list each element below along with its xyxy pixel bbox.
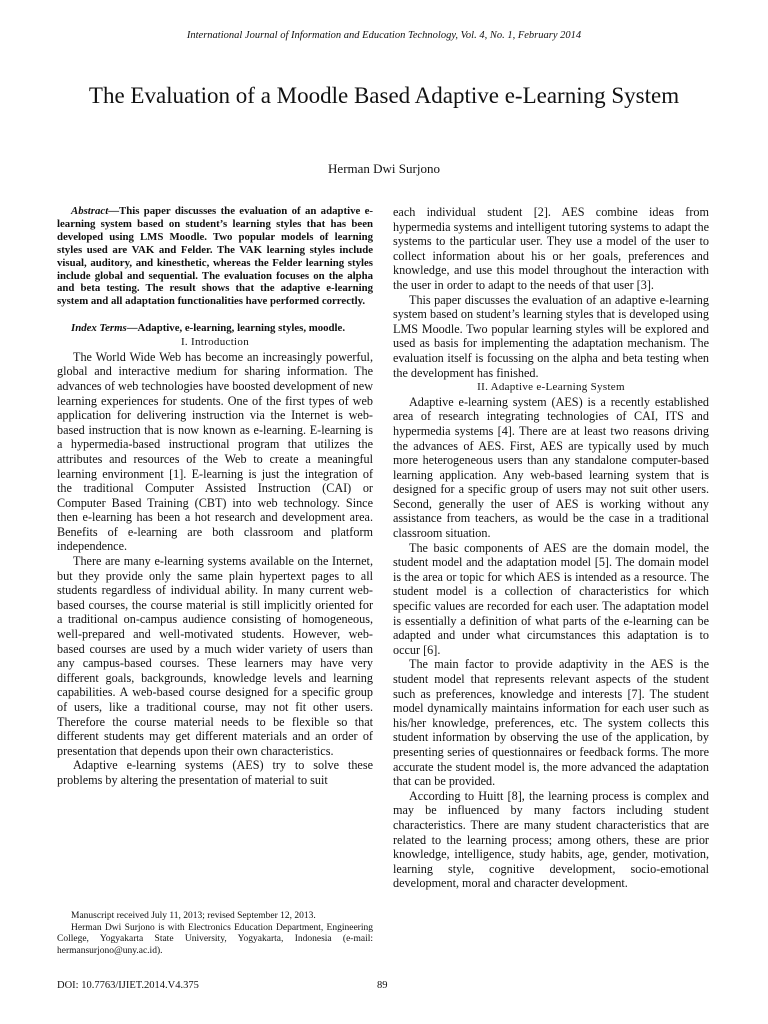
left-column: [57, 205, 373, 788]
section-heading-introduction: I. Introduction: [180, 336, 250, 349]
journal-header: International Journal of Information and Education Technology, Vol. 4, No. 1, February 2014: [186, 30, 582, 41]
author-name: Herman Dwi Surjono: [328, 161, 440, 176]
page-number: 89: [377, 980, 388, 991]
footnote-affiliation: Herman Dwi Surjono is with Electronics Education Department, Engineering College, Yogyakarta State University, Yogyakarta, Indonesia (e-mail: hermansurjono@uny.ac.id).: [57, 922, 373, 956]
body-paragraph: Adaptive e-learning systems (AES) try to solve these problems by altering the presentation of material to suit: [57, 758, 373, 787]
abstract: [57, 205, 373, 335]
body-paragraph: each individual student [2]. AES combine ideas from hypermedia systems and intelligent tutoring systems to adapt the systems to the particular user. They use a model of the user to collect information about his or her goals, preferences and knowledge, and use this model throughout the interaction with the user in order to adapt to the needs of that user [3].: [393, 205, 709, 292]
body-paragraph: Adaptive e-learning system (AES) is a recently established area of research integrating technologies of CAI, ITS and hypermedia systems [4]. There are at least two reasons driving the advances of AES. First, AES are typically used by much more heterogeneous users than any standalone computer-based learning application. Any web-based learning system that is designed for a specific group of users may not suit other users. Second, generally the user of AES is working without any assistance from teachers, as would be the case in a traditional classroom situation.: [393, 394, 709, 541]
body-paragraph: The main factor to provide adaptivity in the AES is the student model that represents relevant aspects of the student such as preferences, knowledge and interests [7]. The student model dynamically maintains information for each user such as his/her knowledge, preferences, etc. The system collects this student information by observing the use of the application, by presenting series of questionnaires or feedback forms. The more accurate the student model is, the more advanced the adaptation that can be provided.: [393, 657, 709, 789]
right-column: [393, 205, 709, 891]
body-paragraph: This paper discusses the evaluation of an adaptive e-learning system based on student’s learning styles that is developed using LMS Moodle. Two popular learning styles will be explored and used as basis for implementing the adaptation mechanism. The evaluation itself is focussing on the alpha and beta testing when the development has finished.: [393, 292, 709, 380]
body-paragraph: According to Huitt [8], the learning process is complex and may be influenced by many factors including student characteristics. There are many student characteristics that are related to the learning process; among others, these are prior knowledge, intelligence, study habits, age, gender, motivation, learning style, cognitive development, socio-emotional development, moral and character development.: [393, 788, 709, 891]
body-paragraph: The basic components of AES are the domain model, the student model and the adaptation model [5]. The domain model is the area or topic for which AES is intended as a resource. The student model is a collection of characteristics for which specific values are recorded for each user. The adaptation model is essentially a definition of what parts of the e-learning can be adapted and under what circumstances this adaptation is to occur [6].: [393, 540, 709, 657]
footnote: [57, 911, 373, 957]
paper-title: The Evaluation of a Moodle Based Adaptive e-Learning System: [88, 83, 680, 108]
footnote-received: Manuscript received July 11, 2013; revised September 12, 2013.: [71, 911, 316, 921]
body-paragraph: The World Wide Web has become an increasingly powerful, global and interactive medium for sharing information. The advances of web technologies have boosted development of new learning experiences for students. One of the first types of web application for delivering instruction via the Internet is web-based instruction that is now known as e-learning. E-learning is a hypermedia-based instructional program that utilizes the attributes and resources of the Web to create a meaningful learning environment [1]. E-learning is just the integration of the traditional Computer Assisted Instruction (CAI) or Computer Based Training (CBT) into web technology. Since then e-learning has been a hot research and development area. Benefits of e-learning are both classroom and platform independence.: [57, 349, 373, 554]
abstract-text: —This paper discusses the evaluation of an adaptive e-learning system based on student’s learning styles that has been developed using LMS Moodle. Two popular models of learning styles used are VAK and Felder. The VAK learning styles include visual, auditory, and kinesthetic, whereas the Felder learning styles include global and sequential. The evaluation focuses on the alpha and beta testing. The result shows that the adaptive e-learning system and all adaptation functionalities have performed correctly.: [57, 205, 373, 308]
index-terms-label: Index Terms: [71, 322, 127, 335]
section-heading-adaptive-e-learning-system: II. Adaptive e-Learning System: [477, 381, 625, 394]
index-terms-text: —Adaptive, e-learning, learning styles, moodle.: [126, 322, 346, 335]
abstract-paragraph: [57, 205, 373, 308]
doi: DOI: 10.7763/IJIET.2014.V4.375: [57, 980, 199, 991]
abstract-label: Abstract: [71, 205, 109, 217]
body-paragraph: There are many e-learning systems available on the Internet, but they provide only the same plain hypertext pages to all students regardless of individual ability. In many current web-based courses, the course material is still implicitly oriented for a traditional on-campus audience consisting of homogeneous, well-prepared and well-motivated students. However, web-based courses are used by a much wider variety of users than any campus-based courses. These learners may have very different goals, backgrounds, knowledge levels and learning capabilities. A web-based course designed for a specific group of users, like a traditional course, may not fit other users. Therefore the course material needs to be flexible so that different students may get different materials and an order of presentation that depends upon their own characteristics.: [57, 554, 373, 758]
index-terms: [57, 322, 373, 335]
